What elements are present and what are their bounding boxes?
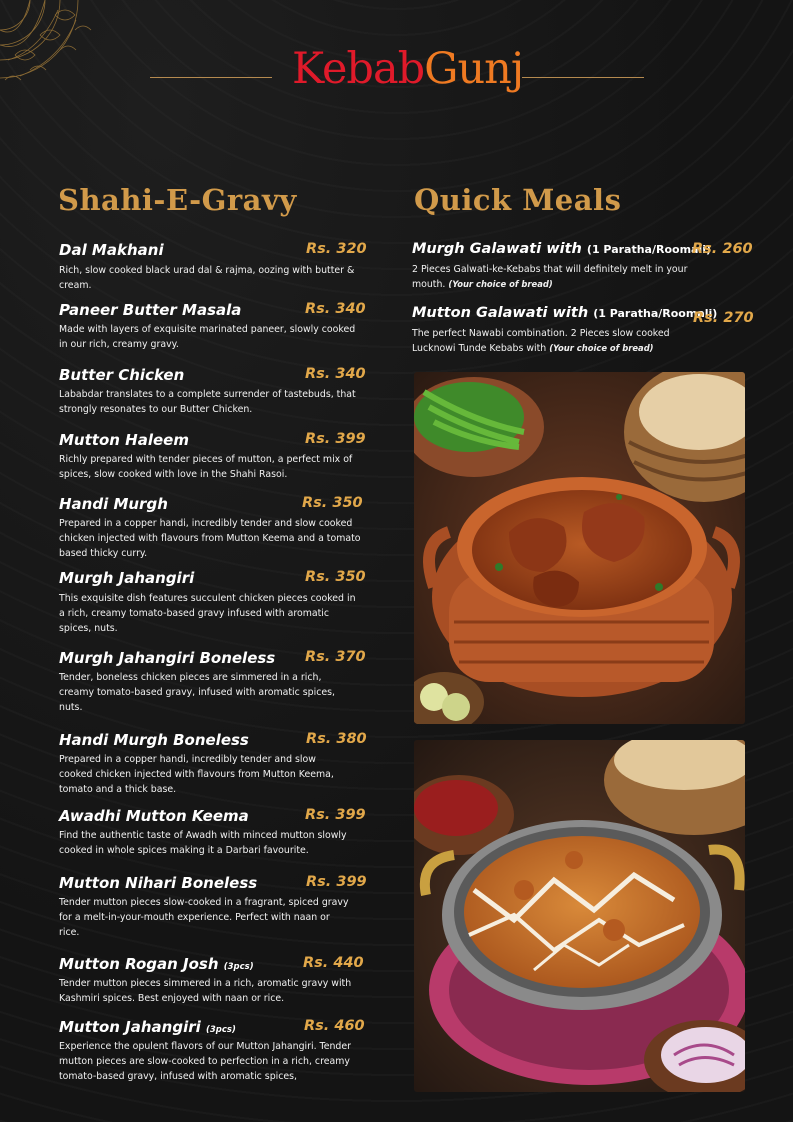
item-description: Tender mutton pieces slow-cooked in a fragrant, spiced gravy for a melt-in-your-mouth experience. Perfect with naan or rice. [59, 897, 349, 938]
item-name: Mutton Nihari Boneless [59, 874, 258, 892]
header-rule-right [522, 77, 644, 78]
item-description: Richly prepared with tender pieces of mutton, a perfect mix of spices, slow cooked with love in the Shahi Rasoi. [59, 454, 353, 480]
item-name: Handi Murgh Boneless [59, 731, 249, 749]
item-qualifier: (3pcs) [206, 1025, 236, 1035]
item-description: Tender, boneless chicken pieces are simmered in a rich, creamy tomato-based gravy, infused with aromatic spices, nuts. [59, 672, 336, 713]
item-price: Rs. 340 [305, 366, 366, 382]
menu-item [59, 366, 366, 416]
item-description: Rich, slow cooked black urad dal & rajma, oozing with butter & cream. [59, 265, 355, 291]
item-name: Handi Murgh [59, 495, 168, 513]
menu-item [59, 495, 363, 559]
item-name-row [59, 955, 254, 973]
menu-item [59, 241, 367, 291]
item-name: Murgh Jahangiri Boneless [59, 649, 276, 667]
item-price: Rs. 399 [305, 807, 366, 823]
item-description: Experience the opulent flavors of our Mutton Jahangiri. Tender mutton pieces are slow-cooked to perfection in a rich, creamy tomato-based gravy, infused with aromatic spices, [59, 1041, 351, 1082]
menu-item [59, 431, 366, 481]
item-description: Lababdar translates to a complete surrender of tastebuds, that strongly resonates to our Butter Chicken. [59, 389, 356, 415]
quick-meal-item [412, 305, 754, 355]
section-title-quick-meals: Quick Meals [414, 183, 622, 217]
item-name: Mutton Jahangiri [59, 1018, 201, 1036]
item-name: Murgh Jahangiri [59, 569, 195, 587]
item-description: Prepared in a copper handi, incredibly tender and slow cooked chicken injected with flavours from Mutton Keema and a tomato based thicky curry. [59, 518, 361, 559]
item-name: Murgh Galawati with [412, 241, 582, 257]
item-description [412, 262, 712, 292]
item-name-row [412, 241, 711, 257]
mandala-ornament-icon [0, 0, 95, 95]
item-bread-option: (1 Paratha/Roomali) [586, 243, 712, 256]
item-name-row [59, 1018, 236, 1036]
menu-item [59, 731, 367, 795]
menu-item [59, 807, 366, 857]
item-price: Rs. 460 [304, 1018, 365, 1034]
item-price: Rs. 320 [306, 241, 367, 257]
item-name: Paneer Butter Masala [59, 301, 242, 319]
item-price: Rs. 440 [303, 955, 364, 971]
item-note: (Your choice of bread) [549, 343, 654, 353]
item-price: Rs. 399 [305, 431, 366, 447]
section-title-gravy: Shahi-E-Gravy [58, 183, 297, 217]
item-price: Rs. 380 [306, 731, 367, 747]
item-name: Mutton Rogan Josh [59, 955, 219, 973]
item-description: Tender mutton pieces simmered in a rich, aromatic gravy with Kashmiri spices. Best enjoyed with naan or rice. [59, 978, 352, 1004]
item-bread-option: (1 Paratha/Roomali) [593, 307, 718, 320]
item-price: Rs. 370 [305, 649, 366, 665]
mutton-curry-handi-photo [414, 372, 745, 724]
item-price: Rs. 350 [305, 569, 366, 585]
butter-chicken-karahi-photo [414, 740, 745, 1092]
item-price: Rs. 260 [692, 241, 753, 257]
item-description [412, 326, 697, 356]
item-name: Dal Makhani [59, 241, 164, 259]
item-name-row [412, 305, 717, 321]
item-price: Rs. 340 [305, 301, 366, 317]
item-name: Butter Chicken [59, 366, 185, 384]
item-name: Mutton Haleem [59, 431, 189, 449]
item-name: Awadhi Mutton Keema [59, 807, 249, 825]
header-rule-left [150, 77, 272, 78]
item-description-text: The perfect Nawabi combination. 2 Pieces slow cooked Lucknowi Tunde Kebabs with [412, 328, 670, 354]
item-note: (Your choice of bread) [448, 279, 553, 289]
menu-item [59, 874, 367, 938]
menu-item [59, 569, 366, 634]
item-price: Rs. 399 [306, 874, 367, 890]
item-description: Made with layers of exquisite marinated paneer, slowly cooked in our rich, creamy gravy. [59, 324, 356, 350]
item-price: Rs. 270 [693, 310, 754, 326]
item-name: Mutton Galawati with [412, 305, 589, 321]
menu-item [59, 1018, 365, 1082]
quick-meal-item [412, 241, 753, 291]
brand-name-part1: Kebab [292, 44, 425, 94]
item-description: This exquisite dish features succulent chicken pieces cooked in a rich, creamy tomato-based gravy infused with aromatic spices, nuts. [59, 593, 356, 634]
menu-item [59, 955, 364, 1005]
item-description-text: 2 Pieces Galwati-ke-Kebabs that will definitely melt in your mouth. [412, 264, 688, 290]
item-description: Find the authentic taste of Awadh with minced mutton slowly cooked in whole spices making it a Darbari favourite. [59, 830, 347, 856]
item-qualifier: (3pcs) [223, 962, 254, 972]
brand-name-part2: Gunj [424, 44, 524, 94]
item-price: Rs. 350 [302, 495, 363, 511]
item-description: Prepared in a copper handi, incredibly tender and slow cooked chicken injected with flavours from Mutton Keema, tomato and a thick base. [59, 754, 334, 795]
menu-item [59, 301, 366, 351]
menu-item [59, 649, 366, 713]
brand-logo [292, 44, 524, 106]
